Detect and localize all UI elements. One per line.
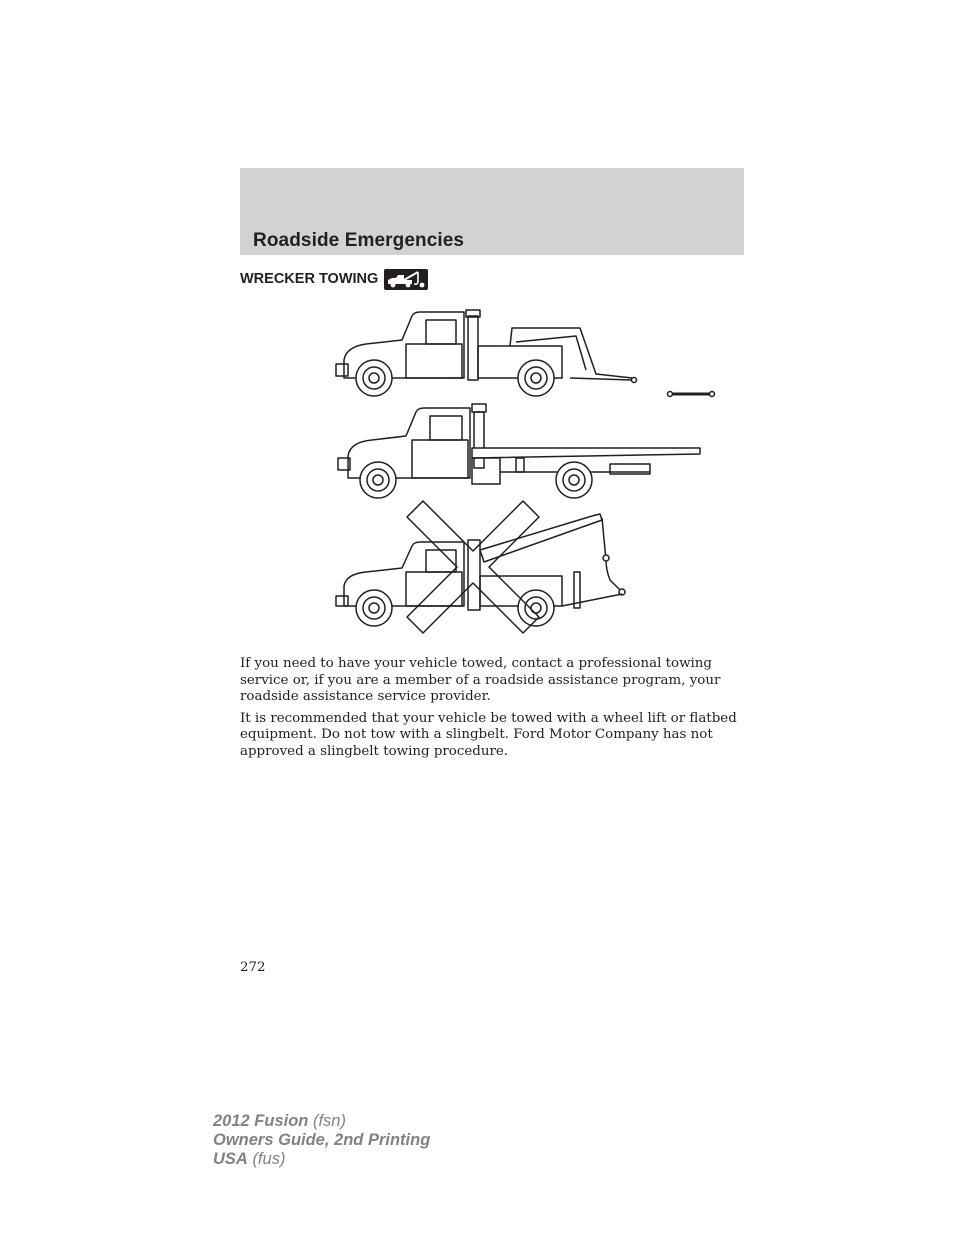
body-paragraph: If you need to have your vehicle towed, contact a professional towing service or, if you are a member of a roadside assistance program, your roadside assistance service provider. — [240, 656, 721, 704]
document-footer — [213, 1112, 430, 1169]
footer-market-code: (fus) — [252, 1150, 286, 1168]
wheel-lift-truck-drawing — [336, 310, 715, 397]
section-title: Roadside Emergencies — [253, 230, 465, 251]
flatbed-truck-drawing — [338, 404, 700, 498]
page-number: 272 — [240, 960, 266, 975]
footer-model-code: (fsn) — [312, 1112, 346, 1130]
subsection-heading-text: WRECKER TOWING — [240, 271, 379, 287]
section-header-band — [240, 168, 744, 255]
body-paragraph: It is recommended that your vehicle be towed with a wheel lift or flatbed equipment. Do not tow with a slingbelt. Ford Motor Company has not approved a slingbelt towing procedure. — [240, 710, 737, 759]
subsection-heading — [240, 268, 428, 290]
towing-methods-illustration — [330, 300, 720, 640]
footer-market: USA — [213, 1150, 248, 1168]
body-text — [240, 656, 746, 765]
footer-model: 2012 Fusion — [213, 1112, 309, 1130]
tow-truck-icon — [384, 269, 428, 290]
slingbelt-truck-drawing — [336, 514, 625, 626]
footer-guide: Owners Guide, 2nd Printing — [213, 1131, 431, 1149]
